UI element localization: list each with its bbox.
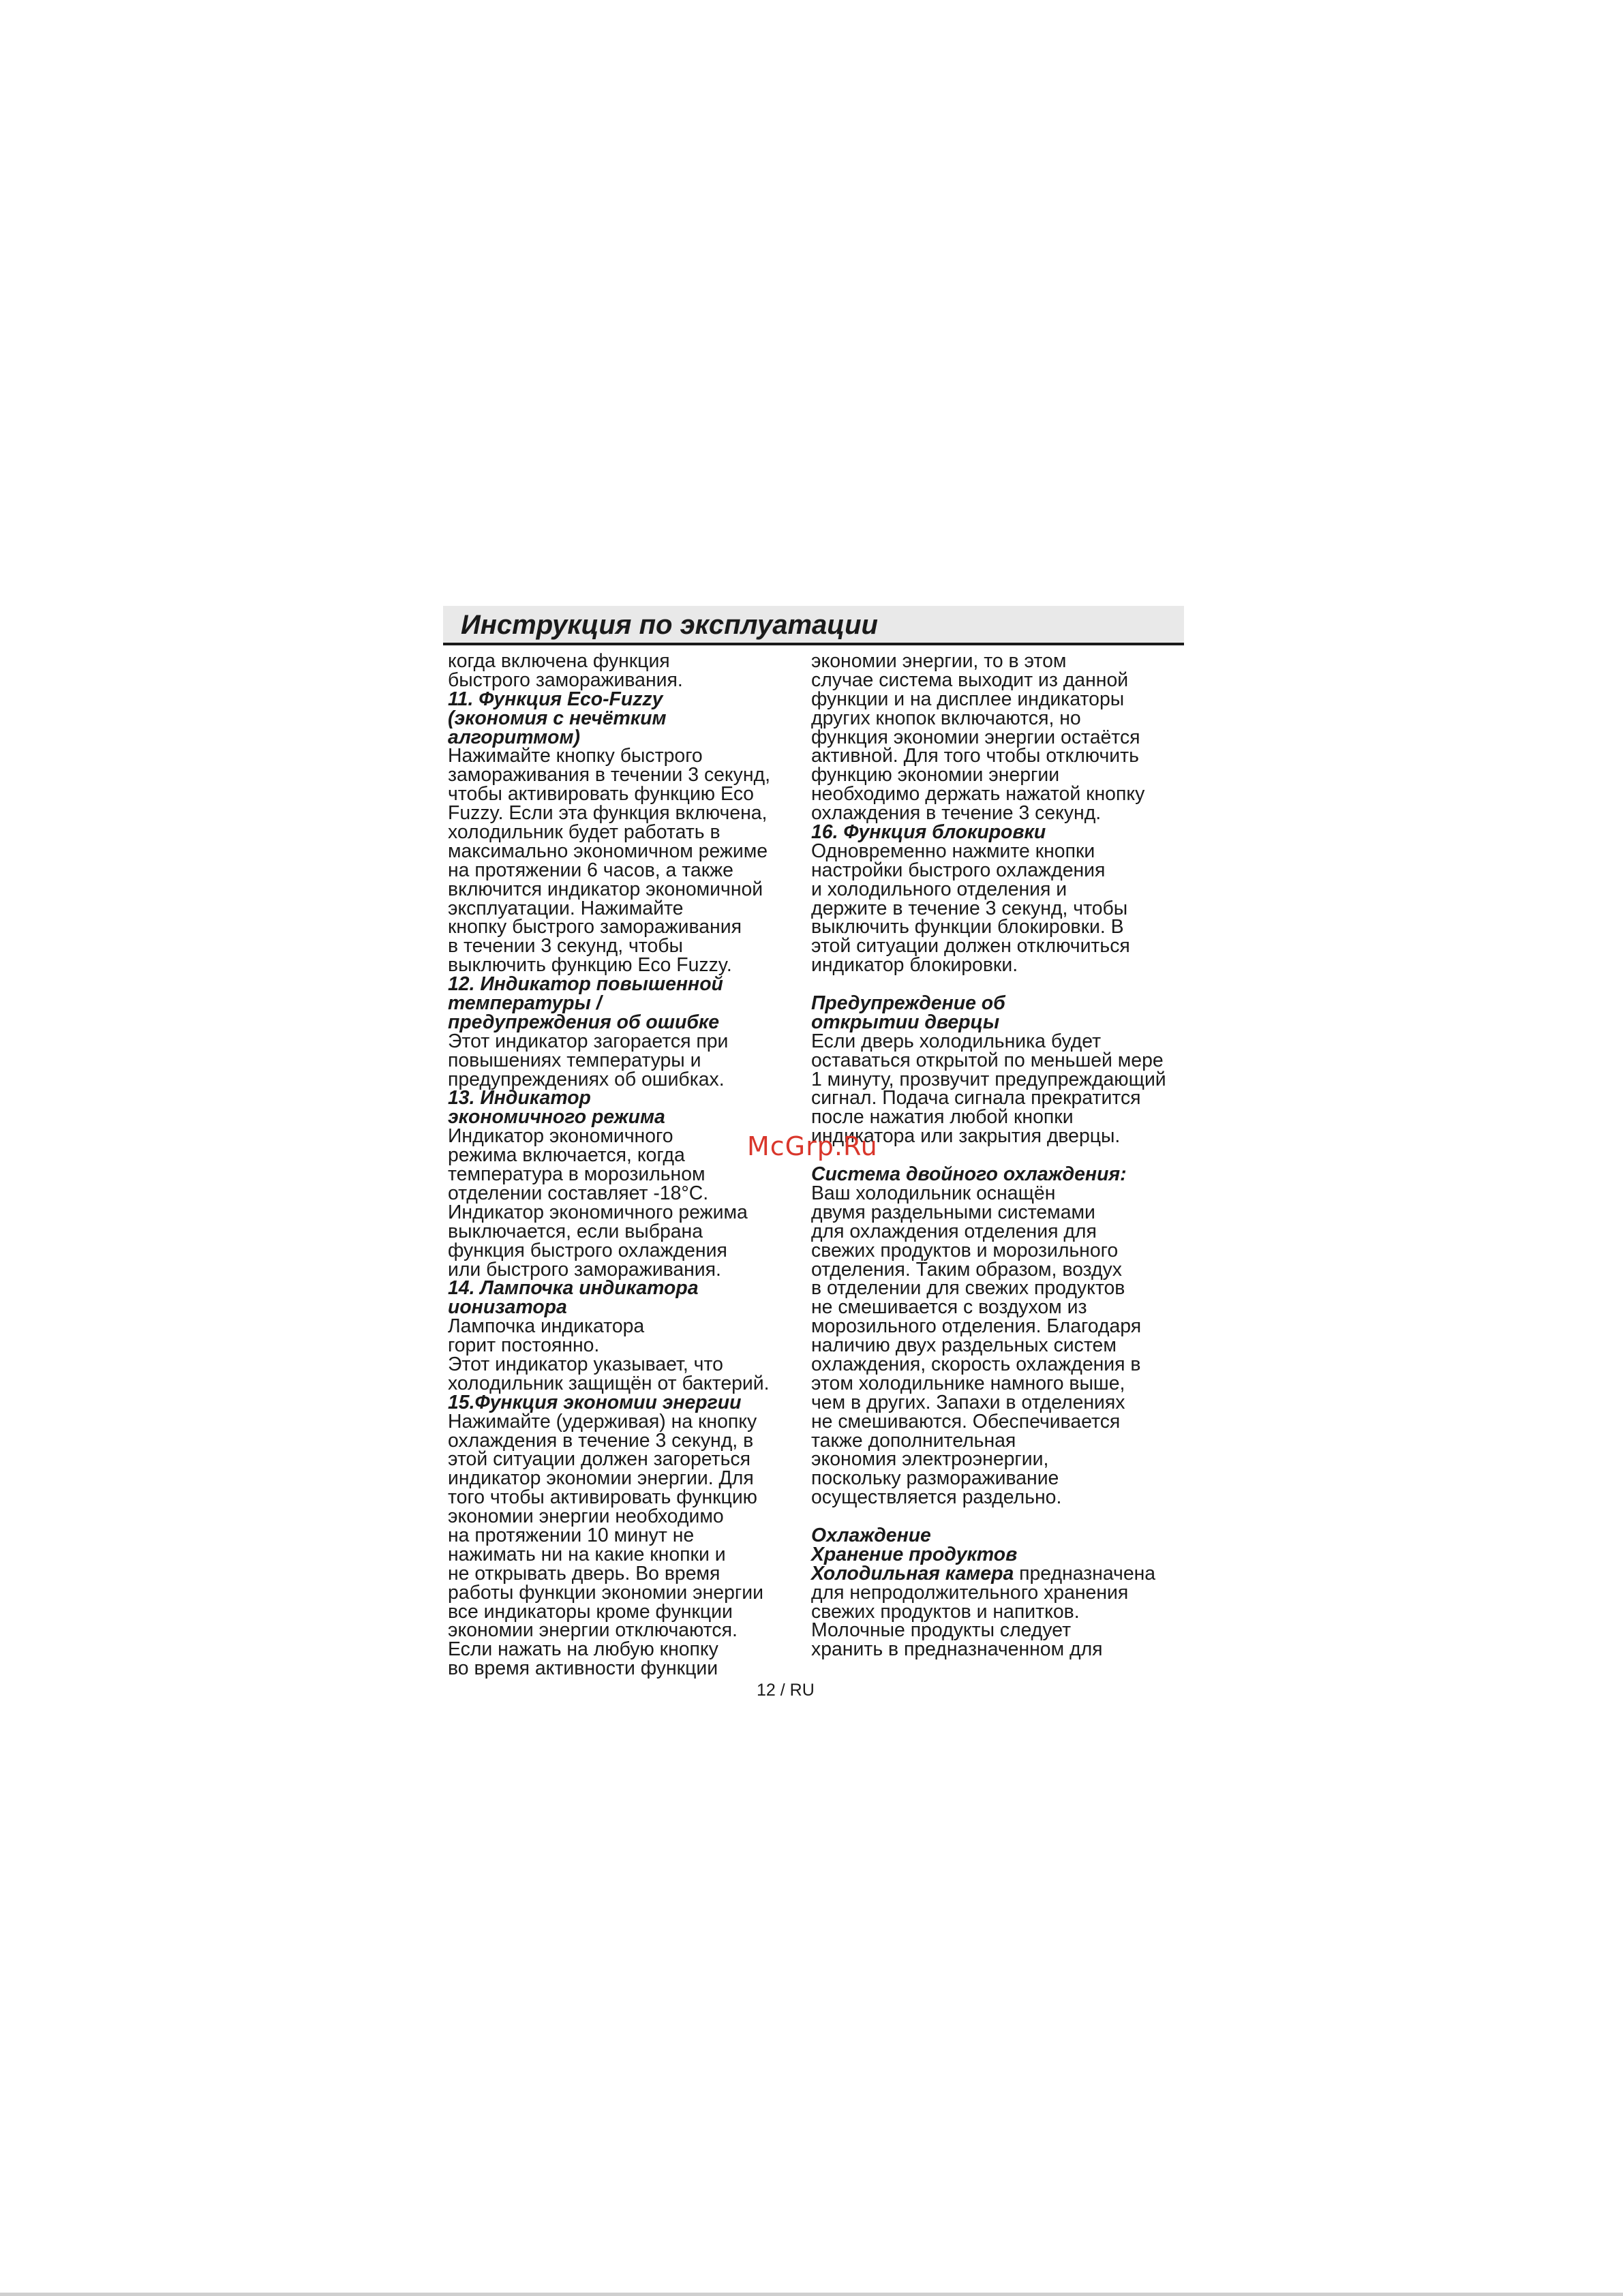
section-heading-line: [448, 994, 799, 1013]
body-text: чем в других. Запахи в отделениях: [811, 1391, 1125, 1413]
text-line: [448, 842, 799, 861]
text-line: [811, 1201, 1186, 1223]
body-text: во время активности функции: [448, 1657, 718, 1680]
text-line: [811, 1239, 1186, 1261]
section-heading-line: [448, 709, 799, 729]
body-text: предупреждениях об ошибках.: [448, 1068, 725, 1090]
body-text: морозильного отделения. Благодаря: [811, 1315, 1142, 1338]
text-line: [811, 842, 1186, 861]
text-line: [811, 1429, 1186, 1452]
body-text: после нажатия любой кнопки: [811, 1106, 1074, 1129]
body-text: охлаждения в течение 3 секунд.: [811, 802, 1102, 825]
text-line: [448, 861, 799, 881]
section-heading-line: [448, 1279, 799, 1298]
text-line: [811, 1220, 1186, 1242]
body-text: нажимать ни на какие кнопки и: [448, 1543, 726, 1565]
text-line: [448, 1469, 799, 1488]
text-line: [811, 897, 1186, 919]
section-heading-line: [448, 1013, 799, 1032]
section-heading-line: [448, 1108, 799, 1127]
text-line: [811, 1410, 1186, 1433]
text-line: [811, 1469, 1186, 1488]
body-text: хранить в предназначенном для: [811, 1638, 1103, 1661]
text-line: [811, 1068, 1186, 1090]
text-line: [448, 823, 799, 842]
heading-text: Охлаждение: [811, 1524, 931, 1546]
body-text: индикатор блокировки.: [811, 954, 1018, 977]
text-line: [448, 652, 799, 671]
body-text: максимально экономичном режиме: [448, 840, 768, 862]
text-line: [448, 1659, 799, 1679]
text-line: [811, 1032, 1186, 1052]
heading-text: Предупреждение об: [811, 992, 1005, 1015]
text-line: [448, 1146, 799, 1165]
body-text: температура в морозильном: [448, 1163, 706, 1186]
body-text: активной. Для того чтобы отключить: [811, 745, 1139, 767]
text-line: [448, 1201, 799, 1223]
body-text: выключается, если выбрана: [448, 1220, 703, 1242]
body-text: в отделении для свежих продуктов: [811, 1277, 1125, 1300]
bottom-divider: [0, 2293, 1623, 2296]
text-line: [811, 1372, 1186, 1394]
text-line: [448, 747, 799, 766]
body-text: экономии энергии отключаются.: [448, 1619, 738, 1642]
body-text: для охлаждения отделения для: [811, 1220, 1097, 1242]
text-line: [811, 652, 1186, 671]
heading-text: 14. Лампочка индикатора: [448, 1277, 699, 1300]
body-text: отделения. Таким образом, воздух: [811, 1258, 1122, 1281]
body-text: этой ситуации должен отключиться: [811, 935, 1130, 958]
text-line: [448, 804, 799, 823]
heading-text: 11. Функция Eco-Fuzzy: [448, 688, 663, 710]
text-line: [811, 671, 1186, 690]
body-text: наличию двух раздельных систем: [811, 1334, 1117, 1357]
text-line: [448, 1372, 799, 1394]
text-line: [448, 1068, 799, 1090]
text-line: [811, 766, 1186, 785]
body-text: кнопку быстрого замораживания: [448, 916, 742, 938]
text-line: [811, 1089, 1186, 1108]
text-line: [811, 1317, 1186, 1336]
body-text: Молочные продукты следует: [811, 1619, 1072, 1642]
body-text: замораживания в течении 3 секунд,: [448, 764, 770, 786]
body-text: экономии энергии необходимо: [448, 1505, 724, 1528]
body-text: Этот индикатор указывает, что: [448, 1353, 723, 1375]
body-text: этом холодильнике намного выше,: [811, 1372, 1125, 1394]
body-text: других кнопок включаются, но: [811, 707, 1081, 729]
body-text: экономия электроэнергии,: [811, 1448, 1049, 1471]
section-heading-line: [448, 975, 799, 994]
page-number: 12 / RU: [757, 1681, 815, 1700]
body-text: экономии энергии, то в этом: [811, 650, 1067, 672]
body-text: функция быстрого охлаждения: [448, 1239, 727, 1261]
section-heading-line: [448, 726, 799, 748]
text-line: [448, 1429, 799, 1452]
text-line: [448, 1239, 799, 1261]
section-heading-line: [811, 1543, 1186, 1565]
heading-text: Система двойного охлаждения:: [811, 1163, 1127, 1186]
body-text: Если дверь холодильника будет: [811, 1030, 1102, 1052]
text-line: [448, 1127, 799, 1146]
body-text: 1 минуту, прозвучит предупреждающий: [811, 1068, 1166, 1090]
body-text: выключить функции блокировки. В: [811, 916, 1124, 938]
text-line: [811, 1353, 1186, 1375]
text-line: [811, 1298, 1186, 1317]
body-text: функцию экономии энергии: [811, 764, 1060, 786]
text-line: [448, 1640, 799, 1659]
text-line: [811, 1621, 1186, 1640]
text-line: [448, 1165, 799, 1184]
text-line: [811, 1581, 1186, 1604]
section-heading-line: [448, 1089, 799, 1108]
heading-text: температуры /: [448, 992, 602, 1015]
text-line: [448, 956, 799, 975]
body-text: повышениях температуры и: [448, 1049, 701, 1071]
heading-text: экономичного режима: [448, 1106, 665, 1129]
text-line: [448, 1317, 799, 1336]
text-line: [811, 1184, 1186, 1204]
text-line: [811, 785, 1186, 804]
paragraph-spacer: [811, 1507, 1186, 1527]
section-heading-line: [811, 994, 1186, 1013]
text-line: [448, 1220, 799, 1242]
heading-text: Хранение продуктов: [811, 1543, 1018, 1565]
body-text: в течении 3 секунд, чтобы: [448, 935, 683, 958]
text-line: [811, 1336, 1186, 1356]
body-text: холодильник будет работать в: [448, 821, 721, 844]
text-line: [448, 1184, 799, 1204]
section-heading-line: [448, 690, 799, 709]
text-line: [448, 1258, 799, 1281]
heading-text: открытии дверцы: [811, 1011, 1000, 1033]
text-line: [811, 726, 1186, 748]
text-line: [448, 1507, 799, 1527]
text-line: [811, 937, 1186, 956]
body-text: отделении составляет -18°C.: [448, 1182, 709, 1204]
body-text: чтобы активировать функцию Eco: [448, 783, 754, 806]
body-text: осуществляется раздельно.: [811, 1486, 1062, 1509]
text-line: [811, 690, 1186, 709]
body-text: Fuzzy. Если эта функция включена,: [448, 802, 768, 825]
body-text: режима включается, когда: [448, 1144, 685, 1167]
heading-text: предупреждения об ошибке: [448, 1011, 720, 1033]
body-text: когда включена функция: [448, 650, 670, 672]
text-line: [811, 1391, 1186, 1413]
heading-text: алгоритмом): [448, 726, 580, 748]
text-line: [811, 1450, 1186, 1469]
text-line: [448, 1410, 799, 1433]
body-text: этой ситуации должен загореться: [448, 1448, 750, 1471]
body-text: Лампочка индикатора: [448, 1315, 645, 1338]
body-text: Нажимайте кнопку быстрого: [448, 745, 703, 767]
text-line: [448, 878, 799, 900]
text-line: [448, 1543, 799, 1565]
heading-text: Холодильная камера: [811, 1562, 1014, 1585]
heading-text: 12. Индикатор повышенной: [448, 973, 723, 996]
text-line: [811, 804, 1186, 823]
body-text: не смешивается с воздухом из: [811, 1296, 1087, 1319]
text-line: [448, 1336, 799, 1356]
text-line: [811, 1488, 1186, 1507]
heading-text: 16. Функция блокировки: [811, 821, 1046, 844]
section-heading-line: [448, 1391, 799, 1413]
body-text: быстрого замораживания.: [448, 669, 683, 691]
body-text: функции и на дисплее индикаторы: [811, 688, 1125, 710]
body-text: горит постоянно.: [448, 1334, 600, 1357]
text-line: [448, 1562, 799, 1585]
body-text: Этот индикатор загорается при: [448, 1030, 729, 1052]
text-line: [811, 956, 1186, 975]
text-line: [811, 709, 1186, 729]
section-heading-line: [811, 1165, 1186, 1184]
body-text: включится индикатор экономичной: [448, 878, 763, 900]
paragraph-spacer: [811, 975, 1186, 994]
body-text: необходимо держать нажатой кнопку: [811, 783, 1145, 806]
body-text: Ваш холодильник оснащён: [811, 1182, 1056, 1204]
body-text: не смешиваются. Обеспечивается: [811, 1410, 1121, 1433]
text-line: [448, 785, 799, 804]
body-text: Индикатор экономичного: [448, 1125, 673, 1148]
heading-text: ионизатора: [448, 1296, 567, 1319]
body-text: эксплуатации. Нажимайте: [448, 897, 684, 919]
text-line: [448, 1450, 799, 1469]
body-text: для непродолжительного хранения: [811, 1581, 1129, 1604]
text-line: [811, 1640, 1186, 1659]
text-line: [448, 766, 799, 785]
text-line: [448, 1032, 799, 1052]
text-line: [448, 671, 799, 690]
body-text: выключить функцию Eco Fuzzy.: [448, 954, 732, 977]
text-line: [448, 918, 799, 937]
body-text: двумя раздельными системами: [811, 1201, 1095, 1223]
body-text: Нажимайте (удерживая) на кнопку: [448, 1410, 757, 1433]
body-text: индикатора или закрытия дверцы.: [811, 1125, 1121, 1148]
heading-text: 13. Индикатор: [448, 1087, 591, 1109]
body-text: или быстрого замораживания.: [448, 1258, 721, 1281]
body-text: все индикаторы кроме функции: [448, 1600, 733, 1623]
page-header: [443, 606, 1184, 645]
body-text: держите в течение 3 секунд, чтобы: [811, 897, 1128, 919]
text-line: [448, 1524, 799, 1546]
body-text: и холодильного отделения и: [811, 878, 1067, 900]
text-line: [811, 747, 1186, 766]
body-text: охлаждения в течение 3 секунд, в: [448, 1429, 754, 1452]
body-text: на протяжении 10 минут не: [448, 1524, 695, 1546]
text-line: [811, 1108, 1186, 1127]
section-heading-line: [811, 1562, 1186, 1585]
watermark: McGrp.Ru: [747, 1131, 878, 1161]
text-line: [448, 937, 799, 956]
text-line: [811, 918, 1186, 937]
body-text: поскольку размораживание: [811, 1467, 1059, 1490]
section-heading-line: [811, 1524, 1186, 1546]
body-text: на протяжении 6 часов, а также: [448, 859, 733, 881]
section-heading-line: [811, 823, 1186, 842]
body-text: свежих продуктов и морозильного: [811, 1239, 1119, 1261]
text-line: [448, 1621, 799, 1640]
heading-text: (экономия с нечётким: [448, 707, 667, 729]
text-line: [811, 878, 1186, 900]
body-text: настройки быстрого охлаждения: [811, 859, 1106, 881]
body-text: Индикатор экономичного режима: [448, 1201, 748, 1223]
body-text: свежих продуктов и напитков.: [811, 1600, 1080, 1623]
body-text: индикатор экономии энергии. Для: [448, 1467, 754, 1490]
text-line: [448, 1581, 799, 1604]
body-text: случае система выходит из данной: [811, 669, 1129, 691]
text-line: [811, 1049, 1186, 1071]
text-line: [811, 1258, 1186, 1281]
body-text: сигнал. Подача сигнала прекратится: [811, 1087, 1141, 1109]
body-text: функция экономии энергии остаётся: [811, 726, 1140, 748]
left-text-column: [448, 652, 799, 1679]
heading-text: 15.Функция экономии энергии: [448, 1391, 742, 1413]
text-line: [448, 1353, 799, 1375]
body-text: оставаться открытой по меньшей мере: [811, 1049, 1164, 1071]
text-line: [811, 1600, 1186, 1623]
section-heading-line: [811, 1013, 1186, 1032]
body-text: работы функции экономии энергии: [448, 1581, 763, 1604]
text-line: [448, 1049, 799, 1071]
page-title: Инструкция по эксплуатации: [461, 610, 878, 640]
text-line: [811, 861, 1186, 881]
text-line: [811, 1279, 1186, 1298]
text-line: [448, 897, 799, 919]
body-text: предназначена: [1014, 1562, 1156, 1585]
body-text: Одновременно нажмите кнопки: [811, 840, 1095, 862]
body-text: также дополнительная: [811, 1429, 1016, 1452]
body-text: того чтобы активировать функцию: [448, 1486, 757, 1509]
body-text: охлаждения, скорость охлаждения в: [811, 1353, 1141, 1375]
body-text: Если нажать на любую кнопку: [448, 1638, 718, 1661]
section-heading-line: [448, 1298, 799, 1317]
text-line: [448, 1600, 799, 1623]
text-line: [448, 1488, 799, 1507]
body-text: холодильник защищён от бактерий.: [448, 1372, 770, 1394]
body-text: не открывать дверь. Во время: [448, 1562, 721, 1585]
